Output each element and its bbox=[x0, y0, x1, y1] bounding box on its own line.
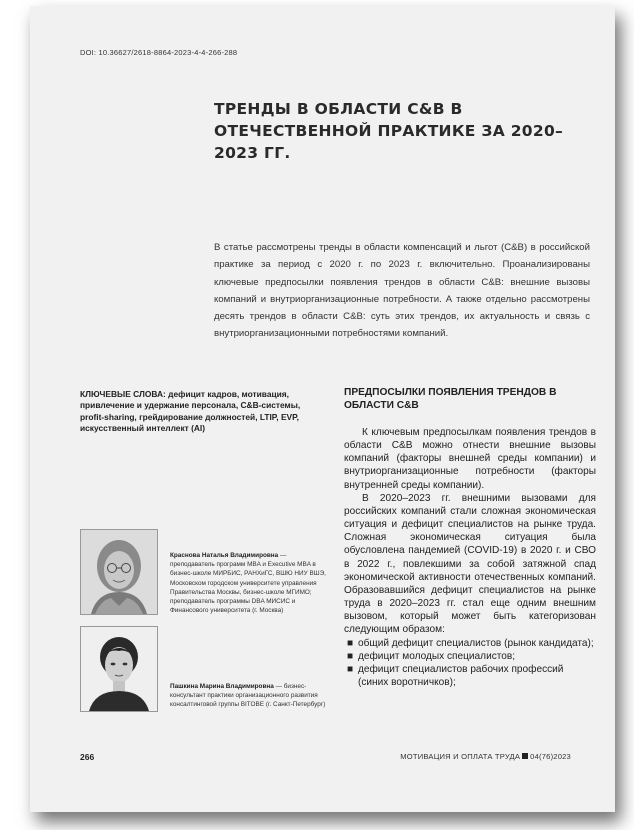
doi-line: DOI: 10.36627/2618-8864-2023-4-4-266-288 bbox=[80, 48, 238, 57]
article-title: ТРЕНДЫ В ОБЛАСТИ С&В В ОТЕЧЕСТВЕННОЙ ПРАКТИКЕ ЗА 2020–2023 ГГ. bbox=[214, 100, 564, 162]
issue-number: 04(76)2023 bbox=[530, 752, 571, 761]
list-item-text: общий дефицит специалистов (рынок кандидата); bbox=[358, 637, 594, 649]
list-item-text: дефицит специалистов рабочих профессий (синих воротничков); bbox=[358, 663, 564, 688]
bullet-list bbox=[344, 637, 596, 690]
author-bio: — бизнес-консультант практики организационного развития консалтинговой группы BITOBE (г. Санкт-Петербург) bbox=[170, 683, 326, 709]
page-number: 266 bbox=[80, 752, 95, 762]
separator-square-icon bbox=[522, 753, 528, 759]
journal-page bbox=[30, 6, 615, 812]
paragraph: В 2020–2023 гг. внешними вызовами для российских компаний стали сложная экономическая ситуация и дефицит специалистов на рынке труда. Сложная экономическая ситуация была обусловлена пандемией (COVID-19) в 2020 г. и СВО в 2022 г., повлекшими за собой затяжной спад экономической активности отечественных компаний. Образовавшийся дефицит специалистов на рынке труда в 2020–2023 гг. стал еще одним внешним вызовом, который может быть категоризован следующим образом: bbox=[344, 492, 596, 636]
keywords-text: дефицит кадров, мотивация, привлечение и удержание персонала, С&В-системы, profit-sharing, грейдирование должностей, LTIP, EVP, искусственный интеллект (AI) bbox=[80, 389, 301, 433]
bullet-square-icon: ■ bbox=[347, 637, 354, 649]
author-info-krasnova bbox=[170, 551, 330, 615]
author-photo-krasnova bbox=[80, 529, 158, 615]
journal-name: МОТИВАЦИЯ И ОПЛАТА ТРУДА bbox=[400, 752, 521, 761]
list-item bbox=[344, 637, 596, 650]
keywords-label: КЛЮЧЕВЫЕ СЛОВА: bbox=[80, 389, 166, 399]
bullet-square-icon: ■ bbox=[347, 663, 354, 675]
author-name: Краснова Наталья Владимировна bbox=[170, 552, 279, 559]
paragraph: К ключевым предпосылкам появления трендов в области С&В можно отнести внешние вызовы компаний (факторы внешней среды компании) и внутриорганизационные потребности (факторы внутренней среды компании). bbox=[344, 427, 596, 491]
abstract: В статье рассмотрены тренды в области компенсаций и льгот (С&В) в российской практике за период с 2020 г. по 2023 г. включительно. Проанализированы ключевые предпосылки появления трендов в области С&В: внешние вызовы компаний и внутриорганизационные потребности. А также отдельно рассмотрены десять трендов в области С&В: суть этих трендов, их актуальность и связь с внутриорганизационными потребностями компаний. bbox=[214, 242, 590, 340]
running-footer bbox=[400, 752, 571, 761]
keywords-block bbox=[80, 389, 326, 434]
author-photo-pashkina bbox=[80, 626, 158, 712]
list-item bbox=[344, 650, 596, 663]
author-name: Пашкина Марина Владимировна bbox=[170, 683, 274, 690]
bullet-square-icon: ■ bbox=[347, 650, 354, 662]
author-info-pashkina bbox=[170, 682, 330, 710]
list-item bbox=[344, 663, 596, 689]
section-body bbox=[344, 426, 596, 689]
author-bio: — преподаватель программ MBA и Executive MBA в бизнес-школе МИРБИС, РАНХиГС, ВШЮ НИУ ВШЭ, Московском городском университете управления Правительства Москвы, бизнес-школе МГИМО; преподаватель программы DBA МИСИС и Финансового университета (г. Москва) bbox=[170, 552, 326, 615]
list-item-text: дефицит молодых специалистов; bbox=[358, 650, 516, 662]
section-heading: ПРЕДПОСЫЛКИ ПОЯВЛЕНИЯ ТРЕНДОВ В ОБЛАСТИ С&В bbox=[344, 387, 557, 411]
